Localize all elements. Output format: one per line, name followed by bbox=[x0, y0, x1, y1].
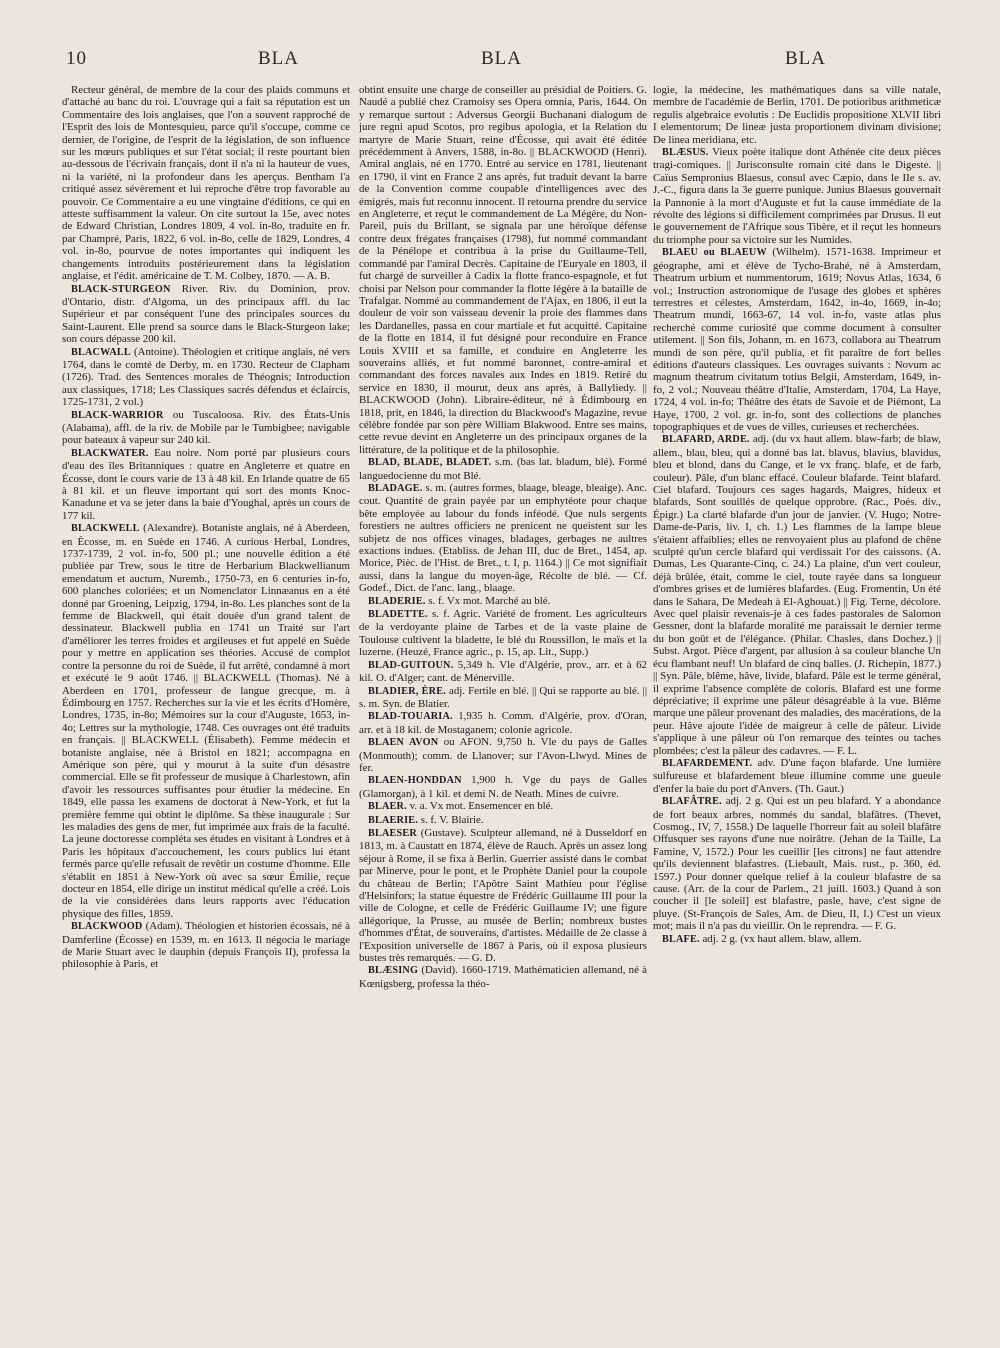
entry-headword: BLÆSING bbox=[368, 965, 419, 977]
entry-headword: BLAERIE. bbox=[368, 814, 419, 826]
dictionary-entry bbox=[359, 685, 647, 711]
entry-headword: BLAEN AVON bbox=[368, 737, 439, 749]
dictionary-entry bbox=[359, 964, 647, 990]
entry-text: adj. (du vx haut allem. blaw-farb; de blaw, allem., blau, bleu, qui a donné bas lat. blavus, blavius, blavidus, bleu et blond, dans du Cange, et le vx franç. blafe, et de farb, couleur). Pâle, d'un blanc effacé. Couleur blafarde. Teint blafard. Ciel blafard. Toujours ces sages hagards, Maigres, hideux et blafards, Sont souillés de quelque opprobre. (Rac., Poés. div., Épigr.) La clarté blafarde d'un jour de janvier. (V. Hugo; Notre-Dame-de-Paris, liv. I, ch. 1.) Les flammes de la lampe bleue s'étaient affaiblies; elles ne renvoyaient plus au plafond de chêne sculpté qu'un cercle blafard qui verdissait l'or des caissons. (A. Dumas, Les Quarante-Cinq, c. 24.) La plaine, d'un vert couleur, déjà brûlée, était, comme le ciel, toute rayée dans sa longueur d'ombres grises et de lumières blafardes. (Eug. Fromentin, Un été dans le Sahara, De Medeah à El-Aghouat.) || Fig. Terne, décolore. Avec quel plaisir revenais-je à ces fades pastorales de Salomon Gessner, dont la blafarde moralité me paraissait le dernier terme du bon goût et de l'élégance. (Philar. Chasles, dans Dochez.) || Subst. Argot. Pièce d'argent, par allusion à sa couleur blanche Un écu flambant neuf! Un blafard de cinq balles. (J. Richepin, 1877.) || Syn. Pâle, blême, hâve, livide, blafard. Pâle est le terme général, il exprime l'absence complète de coloris. Blafard est une forme dépréciative; il exprime une pâleur désagréable à la vue. Blême marque une pâleur provenant des maladies, des macérations, de la peur. Hâve ajoute l'idée de maigreur à celle de pâleur. Livide s'applique à une pâleur où l'on remarque des teintes ou taches plombées; c'est la pâleur des cadavres. — F. L. bbox=[653, 433, 941, 757]
dictionary-entry bbox=[359, 800, 647, 813]
entry-text: adv. D'une façon blafarde. Une lumière sulfureuse et blafardement bleue illumine comme une gueule d'enfer la baie du port d'Anvers. (Th. Gaut.) bbox=[653, 756, 941, 795]
entry-headword: BLACK-WARRIOR bbox=[71, 409, 164, 421]
dictionary-entry bbox=[359, 608, 647, 659]
dictionary-entry bbox=[359, 84, 647, 456]
dictionary-entry bbox=[359, 774, 647, 800]
entry-headword: BLADETTE. bbox=[368, 609, 428, 621]
dictionary-entry bbox=[62, 346, 350, 409]
dictionary-entry bbox=[359, 456, 647, 482]
dictionary-entry bbox=[62, 283, 350, 346]
entry-headword: BLACWALL bbox=[71, 346, 131, 358]
dictionary-entry bbox=[653, 433, 941, 757]
entry-text: obtint ensuite une charge de conseiller au présidial de Poitiers. G. Naudé a publié chez Cramoisy ses Opera omnia, Paris, 1644. On y remarque surtout : Adversus Georgii Buchanani dialogum de jure regni apud Scotos, pro regibus apologia, et la Relation du martyre de Marie Stuart, reine d'Écosse, qui avait été éditée précédemment à Anvers, 1588, in-8o. || BLACKWOOD (Henri). Amiral anglais, né en 1770. Entré au service en 1781, lieutenant en 1790, il vint en France 2 ans après, fut traduit devant la barre de la Convention comme coupable d'intelligences avec des émigrés, mais fut reconnu innocent. Il retourna prendre du service en Angleterre, et reçut le commandement de La Mégère, du Non-Pareil, puis du Brillant, se signala par une héroïque défense contre deux frégates françaises (1798), fut nommé commandant de la Pénélope et contribua à la prise du Guillaume-Tell, commandé par l'amiral Decrès. Capitaine de l'Euryale en 1803, il fut chargé de surveiller à Cadix la flotte franco-espagnole, et fut choisi par Nelson pour commander la flotte légère à la bataille de Trafalgar. Nommé au commandement de l'Ajax, en 1806, il eut la douleur de voir son vaisseau devenir la proie des flammes dans les Dardanelles, passa en cour martiale et fut acquitté. Capitaine de la flotte en 1814, il fut désigné pour reconduire en France Louis XVIII et sa famille, et conduire en Angleterre les souverains alliés, et fut nommé baronnet, contre-amiral et commandant des forces navales aux Indes en 1819. Retiré du service en 1830, il mourut, deux ans après, à Ballyliedy. || BLACKWOOD (John). Libraire-éditeur, né à Édimbourg en 1818, prit, en 1846, la direction du Blackwood's Magazine, revue célèbre fondée par son père William Blakwood. Entre ses mains, cette revue devint en Angleterre un des principaux organes de la littérature, de la politique et de la philosophie. bbox=[359, 84, 647, 456]
entry-headword: BLAEU ou BLAEUW bbox=[662, 247, 767, 259]
entry-headword: BLAFÂTRE. bbox=[662, 796, 722, 808]
entry-text: ou AFON. 9,750 h. Vle du pays de Galles (Monmouth); comm. de Llanover; sur l'Avon-Llwyd. Mines de fer. bbox=[359, 736, 647, 774]
dictionary-entry bbox=[62, 522, 350, 920]
entry-headword: BLAFARDEMENT. bbox=[662, 757, 753, 769]
entry-text: logie, la médecine, les mathématiques dans sa ville natale, membre de l'académie de Berlin, 1701. De potioribus arithmeticæ regulis algebraice evolutis : De Euclidis propositione XLVII libri I elementorum; De lineæ justa proportionem divinam divisione; De linea meridiana, etc. bbox=[653, 84, 941, 146]
dictionary-entry bbox=[62, 84, 350, 283]
running-head bbox=[0, 48, 1000, 78]
entry-headword: BLADAGE. bbox=[368, 483, 423, 494]
dictionary-entry bbox=[62, 920, 350, 971]
dictionary-entry bbox=[653, 795, 941, 932]
text-column-middle bbox=[359, 84, 647, 1336]
entry-headword: BLADERIE. bbox=[368, 595, 426, 607]
entry-headword: BLACK-STURGEON bbox=[71, 283, 171, 295]
entry-text: s. f. Vx mot. Marché au blé. bbox=[425, 594, 551, 607]
running-head-center: BLA bbox=[481, 48, 522, 69]
entry-text: Recteur général, de membre de la cour des plaids communs et d'attaché au banc du roi. L'ouvrage qui a fait sa réputation est un Commentaire des lois anglaises, que l'on a souvent rapproché de l'Esprit des lois de Montesquieu, parce qu'il s'occupe, comme ce dernier, de l'origine, de l'esprit de la législation, de son influence sur les mœurs publiques et sur l'état social; il reste pourtant bien au-dessous de l'écrivain français, dont il n'a ni la hauteur de vues, ni la variété, ni la profondeur dans les aperçus. Bentham l'a critiqué assez sévèrement et lui reproche d'être trop favorable au pouvoir. Ce Commentaire a eu une vingtaine d'éditions, ce qui en atteste suffisamment la valeur. On cite surtout la 15e, avec notes de Edward Christian, Londres 1809, 4 vol. in-8o, traduite en fr. par Champré, Paris, 1822, 6 vol. in-8o, celle de 1829, Londres, 4 vol. in-8o, pourvue de notes importantes qui indiquent les changements introduits postérieurement dans la législation anglaise, et l'édit. américaine de T. M. Colbey, 1870. — A. B. bbox=[62, 84, 350, 283]
dictionary-entry bbox=[653, 84, 941, 146]
dictionary-entry bbox=[653, 933, 941, 946]
entry-headword: BLACKWATER. bbox=[71, 447, 149, 459]
dictionary-entry bbox=[359, 595, 647, 608]
entry-text: (Adam). Théologien et historien écossais, né à Damferline (Écosse) en 1539, m. en 1613. Il négocia le mariage de Marie Stuart avec le dauphin (depuis François II), professa la philosophie à Paris, et bbox=[62, 920, 350, 971]
dictionary-entry bbox=[359, 736, 647, 774]
entry-text: Vieux poète italique dont Athénée cite deux pièces tragi-comiques. || Jurisconsulte romain cité dans le Digeste. || Caïus Sempronius Blaesus, consul avec Cæpio, dans le IIe s. av. J.-C., figura dans la 3e guerre punique. Junius Blaesus gouvernait la Pannonie à la mort d'Auguste et fut la cause immédiate de la révolte des légions si difficilement comprimées par Drusus. Il eut le gouvernement de l'Afrique sous Tibère, et il reçut les honneurs du triomphe pour sa victoire sur les Numides. bbox=[653, 146, 941, 246]
entry-text: River. Riv. du Dominion, prov. d'Ontario, distr. d'Algoma, un des principaux affl. du lac Supérieur et par conséquent l'une des principales sources du Saint-Laurent. Elle prend sa source dans le Black-Sturgeon lake; son cours dépasse 200 kil. bbox=[62, 282, 350, 346]
entry-text: (David). 1660-1719. Mathématicien allemand, né à Kœnigsberg, professa la théo- bbox=[359, 964, 647, 990]
entry-text: s.m. (bas lat. bladum, blé). Formé languedocienne du mot Blé. bbox=[359, 456, 647, 482]
entry-headword: BLAEN-HONDDAN bbox=[368, 775, 462, 787]
entry-headword: BLACKWOOD bbox=[71, 921, 143, 933]
dictionary-entry bbox=[62, 447, 350, 522]
entry-headword: BLADIER, ÈRE. bbox=[368, 685, 446, 697]
text-column-left bbox=[62, 84, 350, 1336]
entry-text: 1,935 h. Comm. d'Algérie, prov. d'Oran, arr. et à 18 kil. de Mostaganem; colonie agricole. bbox=[359, 710, 647, 736]
dictionary-entry bbox=[359, 814, 647, 827]
dictionary-entry bbox=[653, 146, 941, 246]
entry-headword: BLAER. bbox=[368, 801, 407, 813]
entry-text: Eau noire. Nom porté par plusieurs cours d'eau des îles Britanniques : quatre en Angleterre et quatre en Écosse, dont le cours varie de 13 à 48 kil. En Irlande quatre de 65 à 81 kil. et un fleuve important qui sort des monts Knoc-Kanadune et va se jeter dans la baie d'Youghal, après un cours de 177 kil. bbox=[62, 446, 350, 522]
entry-headword: BLAFARD, ARDE. bbox=[662, 434, 750, 446]
entry-text: v. a. Vx mot. Ensemencer en blé. bbox=[406, 800, 554, 813]
entry-text: ou Tuscaloosa. Riv. des États-Unis (Alabama), affl. de la riv. de Mobile par le Tumbigbee; navigable pour bateaux à vapeur sur 240 kil. bbox=[62, 408, 350, 447]
entry-text: 5,349 h. Vle d'Algérie, prov., arr. et à 62 kil. O. d'Alger; cant. de Ménerville. bbox=[359, 658, 647, 685]
entry-headword: BLAFE. bbox=[662, 933, 700, 945]
entry-text: (Gustave). Sculpteur allemand, né à Dusseldorf en 1813, m. à Caustatt en 1874, élève de Rauch. Après un assez long séjour à Rome, il se fixa à Berlin. Guerrier assisté dans le combat par Minerve, pour le pont, et le Prophète Daniel pour la coupole du château de Berlin; l'Apôtre Saint Mathieu pour l'église d'Helsinfors; la statue équestre de Frédéric Guillaume III pour la ville de Cologne, et celle de Frédéric Guillaume IV; une figure allégorique, la Prusse, au musée de Berlin; nombreux bustes d'hommes d'État, de souverains, d'artistes. Médaille de 2e classe à l'Exposition universelle de 1867 à Paris, où il exposa plusieurs bustes très remarqués. — G. D. bbox=[359, 826, 647, 965]
entry-text: s. m. (autres formes, blaage, bleage, bleaige). Anc. cout. Quantité de grain payée par un emphytéote pour chaque bête employée au labour du fonds inféodé. Que nuls sergents forestiers ne aultres officiers ne prenicent ne queistent sur les subjetz de nos offices vinages, bladages, gerbages ne aultres exactions indues. (Etabliss. de Jehan III, duc de Bret., 1454, ap. Morice, Pièc. de l'Hist. de Bret., t. I, p. 1164.) || Ce mot signifiait aussi, dans la langue du moyen-âge, Récolte de blé. — Cf. Godef., Dict. de l'anc. lang., blaage. bbox=[359, 482, 647, 595]
text-column-right bbox=[653, 84, 941, 1336]
entry-headword: BLÆSUS. bbox=[662, 147, 709, 159]
dictionary-entry bbox=[653, 246, 941, 433]
running-head-right: BLA bbox=[785, 48, 826, 69]
entry-text: (Wilhelm). 1571-1638. Imprimeur et géographe, ami et élève de Tycho-Brahé, né à Amsterdam, Theatrum urbium et nummentorum, 1619; Novus Atlas, 1634, 6 vol.; Instruction astronomique de l'usage des globes et sphères terrestres et célestes, Amsterdam, 1642, in-4o, 1669, in-4o; Theatrum mundi, 1663-67, 14 vol. in-fo, vaste atlas plus recherché comme curiosité que comme document à consulter utilement. || Son fils, Johann, m. en 1673, collabora au Theatrum mundi de son père, qu'il publia, et fit paraître de fort belles éditions d'auteurs classiques. Les ouvrages suivants : Novum ac magnum theatrum civitatum totius Belgii, Amsterdam, 1649, in-fo, 2 vol.; Nouveau théâtre d'Italie, Amsterdam, 1704, La Haye, 1724, 4 vol. in-fo; Théâtre des états de Savoie et de Piémont, La Haye, 1700, 2 vol. gr. in-fo, sont des collections de planches topographiques et de vues de villes, curieuses et recherchées. bbox=[653, 246, 941, 433]
entry-text: s. f. V. Blairie. bbox=[418, 813, 484, 826]
entry-text: adj. 2 g. (vx haut allem. blaw, allem. bbox=[699, 932, 862, 945]
dictionary-entry bbox=[359, 827, 647, 964]
entry-headword: BLAD-GUITOUN. bbox=[368, 659, 454, 671]
entry-text: 1,900 h. Vge du pays de Galles (Glamorgan), à 1 kil. et demi N. de Neath. Mines de cuivre. bbox=[359, 774, 647, 800]
entry-text: adj. 2 g. Qui est un peu blafard. Y a abondance de fort beaux arbres, nommés du sandal, blafâtres. (Thevet, Cosmog., IV, 7, 1558.) De laquelle l'horreur fait au soleil blafâtre Offusquer ses rayons d'une nue noirâtre. (Jehan de la Taille, La Famine, V, 1572.) Pour les cueillir [les citrons] ne faut attendre qu'ils deviennent blafastres. (Liebault, Mais. rust., p. 360, éd. 1597.) Pour donner quelque relief à la couleur blafastre de sa cause. (Arr. de la cour de Parlem., 21 juill. 1603.) Quand à son coucher il [le soleil] est blafastre, pasle, have, c'est signe de pluye. (St-François de Sales, Am. de Dieu, II, I.) C'est un vieux mot; mais il n'a pas du vieillir. On le reprendra. — F. G. bbox=[653, 795, 941, 933]
entry-text: (Antoine). Théologien et critique anglais, né vers 1764, dans le comté de Derby, m. en 1730. Recteur de Clapham (1726). Trad. des Sentences morales de Théognis; Introduction aux classiques, 1718; Les Classiques sacrés défendus et éclaircis, 1725-1731, 2 vol.) bbox=[62, 345, 350, 409]
dictionary-entry bbox=[653, 757, 941, 795]
running-head-left: BLA bbox=[258, 48, 299, 69]
page-number: 10 bbox=[66, 48, 87, 69]
entry-headword: BLACKWELL bbox=[71, 523, 140, 535]
dictionary-entry bbox=[359, 710, 647, 736]
entry-headword: BLAD, BLADE, BLADET. bbox=[368, 457, 492, 469]
entry-text: (Alexandre). Botaniste anglais, né à Aberdeen, en Écosse, m. en Suède en 1746. A curious Herbal, Londres, 1737-1739, 2 vol. in-fo, 500 pl.; une nouvelle édition a été publiée par Trew, sous le titre de Herbarium Blackwellianum emendatum et auctum, Nuremb., 1750-73, en 6 centuries in-fo, 600 planches coloriées; et un Nomenclator Linnæanus en a été donné par Groening, Leipzig, 1794, in-8o. Les planches sont de la femme de Blackwell, qui était douée d'un grand talent de dessinateur. Blackwell publia en 1741 un Traité sur l'art d'améliorer les terres froides et argileuses et fut appelé en Suède pour y mettre en application ses théories. Accusé de complot contre la personne du roi de Suède, il fut arrêté, condamné à mort et exécuté le 9 août 1746. || BLACKWELL (Thomas). Né à Aberdeen en 1701, professeur de langue grecque, m. à Édimbourg en 1757. Recherches sur la vie et les écrits d'Homère, Londres, 1735, in-8o; Mémoires sur la cour d'Auguste, 1653, in-4o; Lettres sur la mythologie, 1748. Ces ouvrages ont été traduits en français. || BLACKWELL (Élisabeth). Femme médecin et botaniste anglaise, née à Bristol en 1821; accompagna en Amérique son père, qui y mourut à la suite d'un désastre commercial. Elle se fit professeur de musique à Charlestown, afin d'avoir les ressources suffisantes pour étudier la médecine. En 1849, elle passa les examens de doctorat à New-York, et fut la première femme qui obtint le diplôme. Sa thèse inaugurale : Sur les maladies des gens de mer, fut imprimée aux frais de la faculté. La jeune doctoresse compléta ses études en visitant à Londres et à Paris les hôpitaux d'accouchement, les cours publics lui étant fermés parce qu'elle refusait de revêtir un costume d'homme. Elle s'établit en 1851 à New-York où avec sa sœur Émilie, reçue docteur en 1854, elle dirige un institut médical qu'elle a créé. Lois de la vie considérées dans leurs rapports avec l'éducation physique des filles, 1859. bbox=[62, 522, 350, 920]
entry-text: adj. Fertile en blé. || Qui se rapporte au blé. || s. m. Syn. de Blatier. bbox=[359, 684, 647, 710]
entry-text: s. f. Agric. Variété de froment. Les agriculteurs de la verdoyante plaine de Tarbes et de la vaste plaine de Toulouse cultivent la bladette, le blé du Roussillon, le maïs et la luzerne. (Heuzé, France agric., p. 15, ap. Lit., Supp.) bbox=[359, 608, 647, 659]
entry-headword: BLAD-TOUARIA. bbox=[368, 711, 453, 723]
entry-headword: BLAESER bbox=[368, 827, 417, 839]
dictionary-entry bbox=[62, 409, 350, 447]
dictionary-entry bbox=[359, 659, 647, 685]
dictionary-entry bbox=[359, 482, 647, 595]
